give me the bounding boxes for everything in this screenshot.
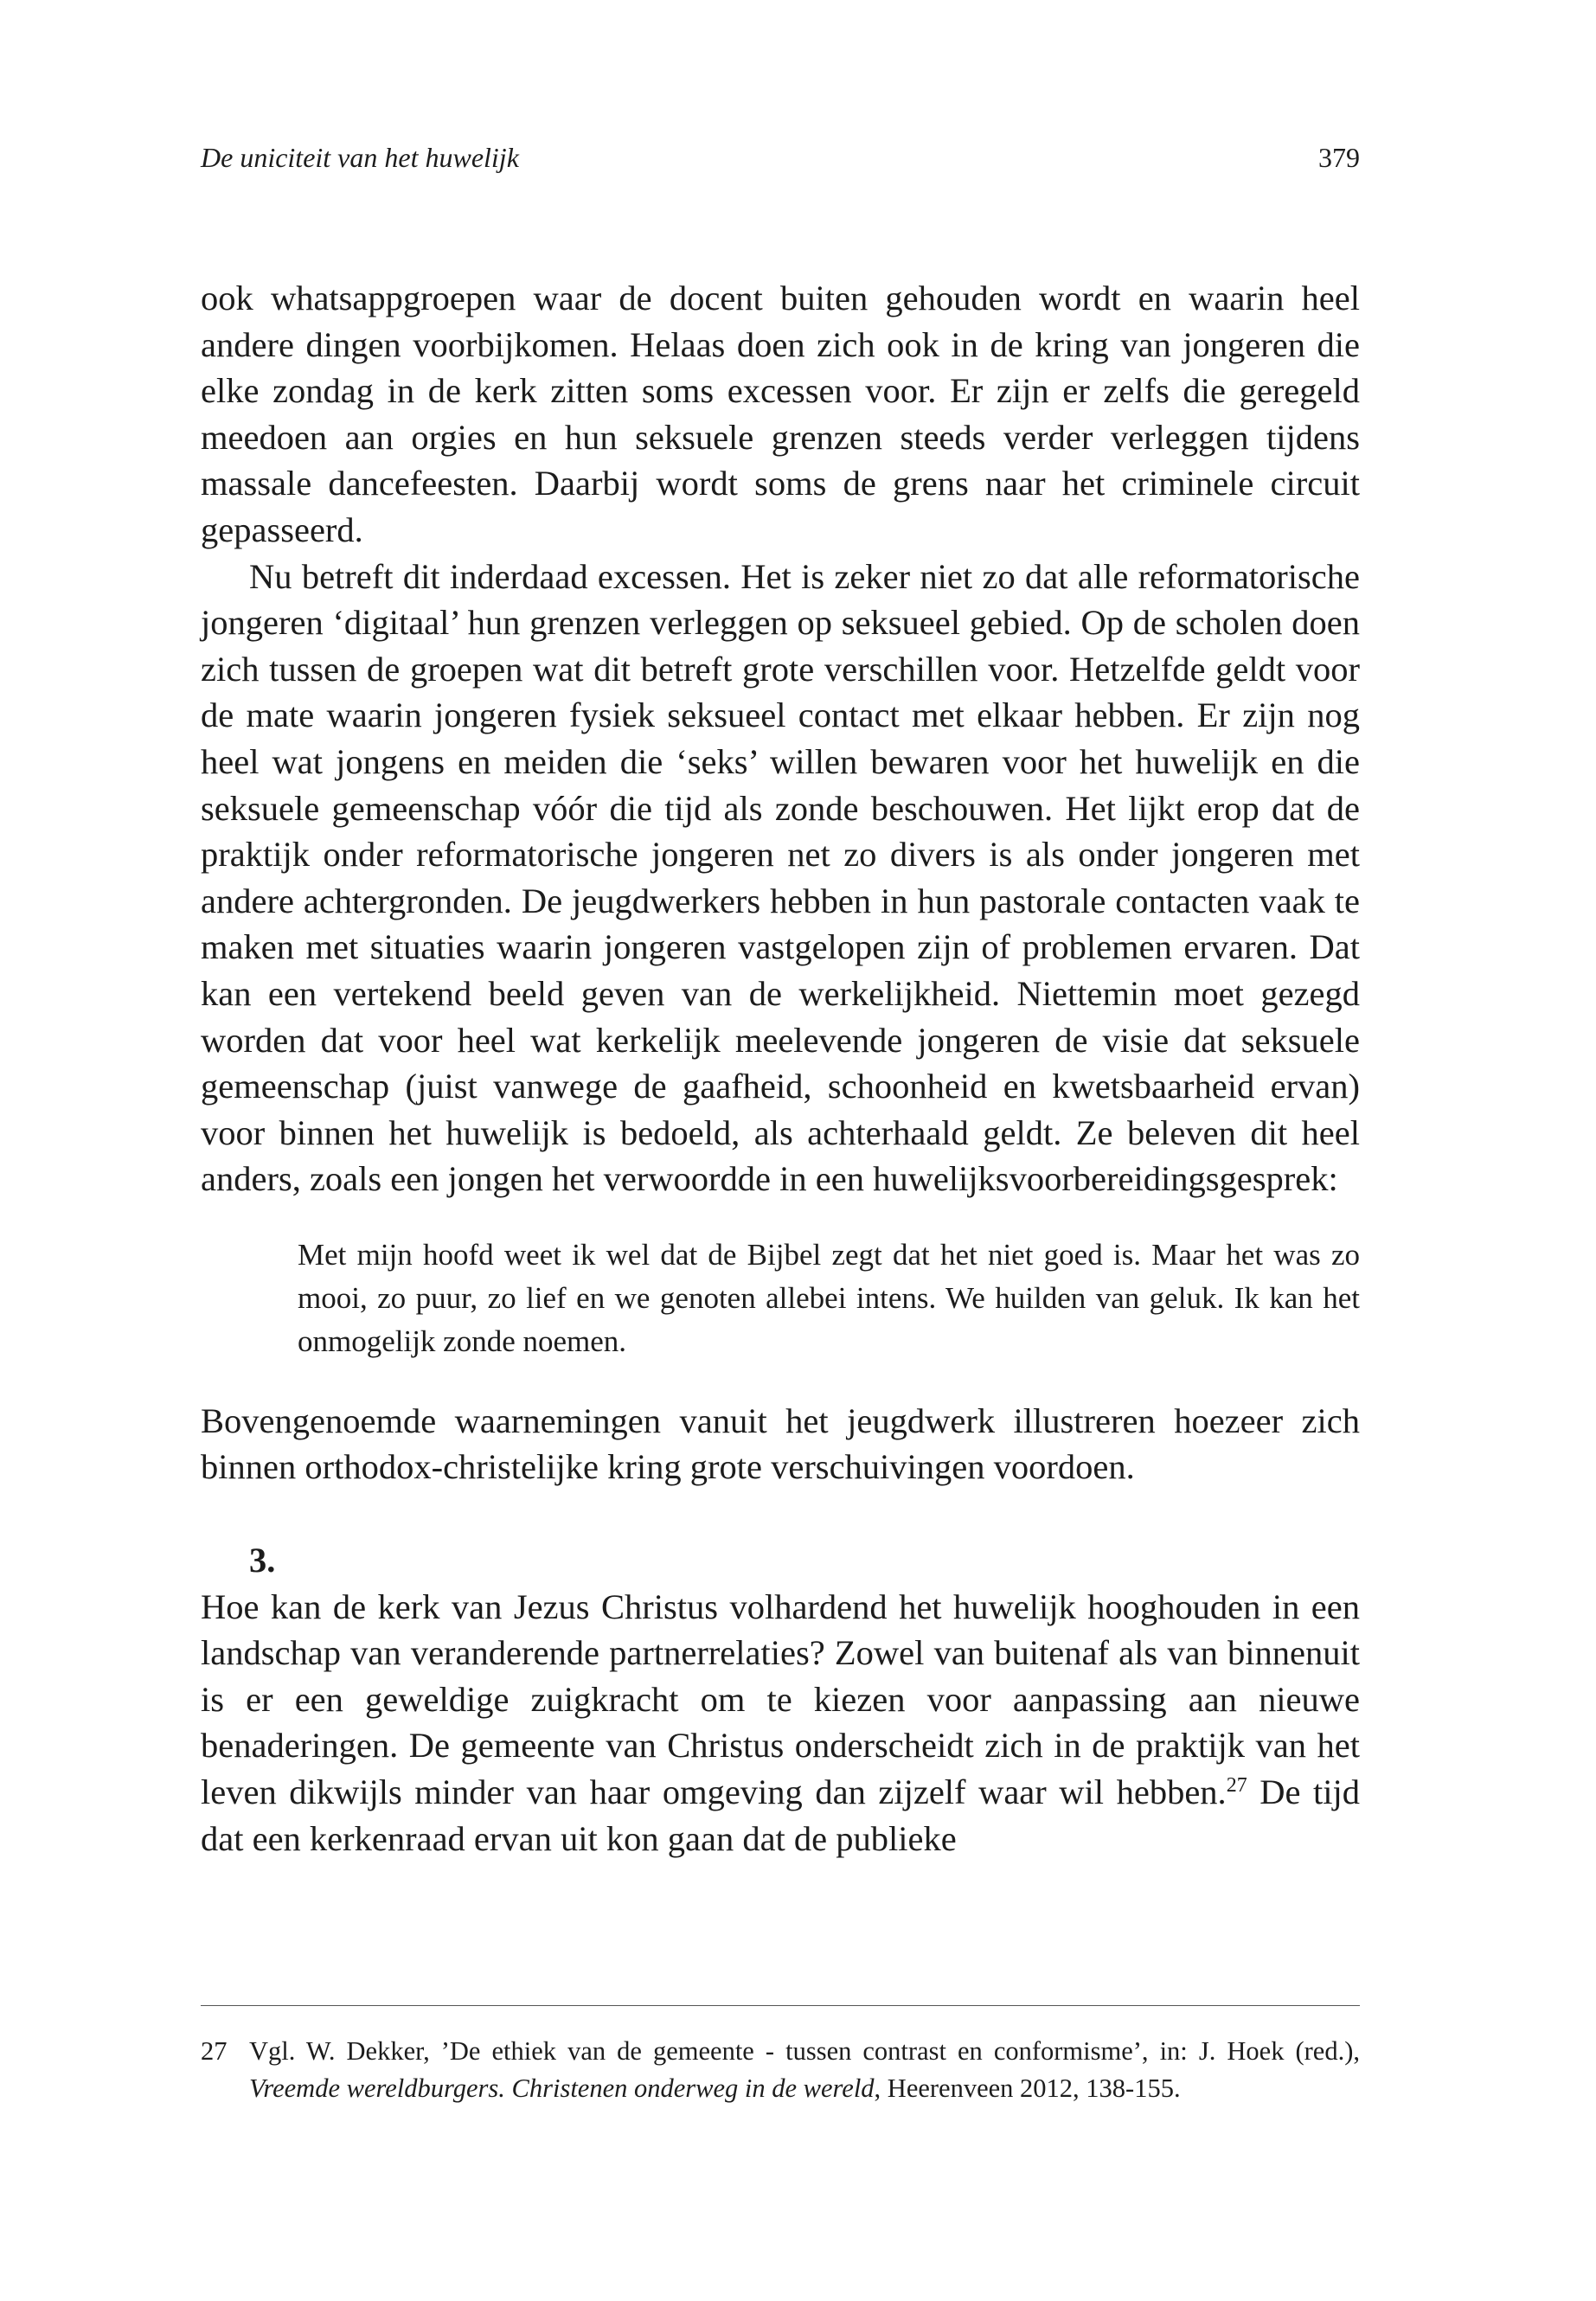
footnote-text: , Heerenveen 2012, 138-155. [874, 2073, 1181, 2103]
paragraph: ook whatsappgroepen waar de docent buiten gehouden wordt en waarin heel andere dingen voorbijkomen. Helaas doen zich ook in de kring van jongeren die elke zondag in de kerk zitten soms excessen voor. Er zijn er zelfs die geregeld meedoen aan orgies en hun seksuele grenzen steeds verder verleggen tijdens massale dancefeesten. Daarbij wordt soms de grens naar het criminele circuit gepasseerd. [201, 279, 1360, 549]
paragraph [201, 1584, 1360, 1862]
running-title: De uniciteit van het huwelijk [201, 142, 519, 173]
section-heading: 3. [249, 1541, 276, 1580]
paragraph: Bovengenoemde waarnemingen vanuit het jeugdwerk illustreren hoezeer zich binnen orthodox-christelijke kring grote verschuivingen voordoen. [201, 1400, 1360, 1487]
footnotes [201, 2033, 1360, 2107]
book-page [201, 0, 1360, 2301]
block-quote: Met mijn hoofd weet ik wel dat de Bijbel zegt dat het niet goed is. Maar het was zo mooi, zo puur, zo lief en we genoten allebei intens. We huilden van geluk. Ik kan het onmogelijk zonde noemen. [298, 1237, 1360, 1358]
main-text [201, 275, 1360, 1862]
footnote-number: 27 [201, 2036, 228, 2066]
paragraph-text: Hoe kan de kerk van Jezus Christus volhardend het huwelijk hooghouden in een landschap van veranderende partnerrelaties? Zowel van buitenaf als van binnenuit is er een geweldige zuigkracht om te kiezen voor aanpassing aan nieuwe benaderingen. De gemeente van Christus onderscheidt zich in de praktijk van het leven dikwijls minder van haar omgeving dan zijzelf waar wil hebben. [201, 1586, 1360, 1812]
footnote-text: Vgl. W. Dekker, ’De ethiek van de gemeente - tussen contrast en conformisme’, in: J. Hoek (red.), [249, 2036, 1360, 2066]
footnote-book-title: Vreemde wereldburgers. Christenen onderweg in de wereld [249, 2073, 875, 2103]
paragraph-text: De tijd dat een kerkenraad ervan uit kon gaan dat de publieke [201, 1772, 1361, 1858]
footnote-divider [201, 2005, 1360, 2006]
paragraph: Nu betreft dit inderdaad excessen. Het is zeker niet zo dat alle reformatorische jongeren ‘digitaal’ hun grenzen verleggen op seksueel gebied. Op de scholen doen zich tussen de groepen wat dit betreft grote verschillen voor. Hetzelfde geldt voor de mate waarin jongeren fysiek seksueel contact met elkaar hebben. Er zijn nog heel wat jongens en meiden die ‘seks’ willen bewaren voor het huwelijk en die seksuele gemeenschap vóór die tijd als zonde beschouwen. Het lijkt erop dat de praktijk onder reformatorische jongeren net zo divers is als onder jongeren met andere achtergronden. De jeugdwerkers hebben in hun pastorale contacten vaak te maken met situaties waarin jongeren vastgelopen zijn of problemen ervaren. Dat kan een vertekend beeld geven van de werkelijkheid. Niettemin moet gezegd worden dat voor heel wat kerkelijk meelevende jongeren de visie dat seksuele gemeenschap (juist vanwege de gaafheid, schoonheid en kwetsbaarheid ervan) voor binnen het huwelijk is bedoeld, als achterhaald geldt. Ze beleven dit heel anders, zoals een jongen het verwoordde in een huwelijksvoorbereidingsgesprek: [201, 556, 1360, 1199]
footnote [201, 2033, 1360, 2107]
footnote-reference[interactable]: 27 [1226, 1774, 1247, 1798]
running-header [201, 138, 1360, 176]
page-number: 379 [1318, 142, 1360, 173]
